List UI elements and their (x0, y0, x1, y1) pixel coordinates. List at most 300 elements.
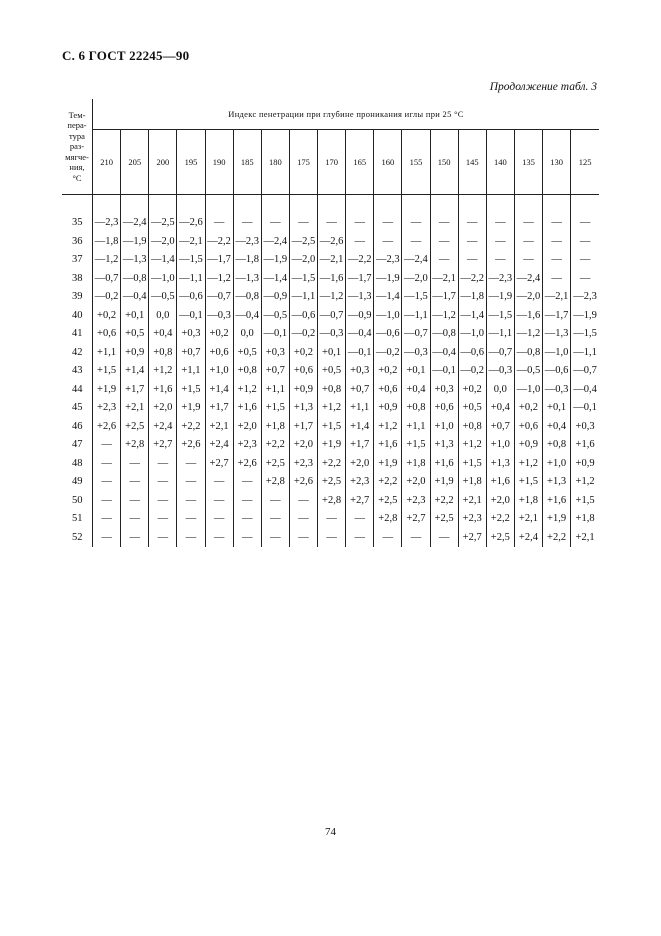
index-value-cell: 0,0 (486, 380, 514, 399)
index-value-cell: — (205, 214, 233, 233)
index-value-cell: —0,7 (205, 288, 233, 307)
temperature-cell: 49 (62, 473, 93, 492)
index-value-cell: — (543, 232, 571, 251)
index-value-cell: +1,7 (205, 399, 233, 418)
index-value-cell: +1,2 (514, 454, 542, 473)
index-value-cell: +0,9 (575, 457, 595, 469)
temperature-cell: 39 (62, 288, 93, 307)
index-value-cell: +1,5 (177, 380, 205, 399)
penetration-index-group-header: Индекс пенетрации при глубине проникания иглы при 25 °С (93, 99, 600, 130)
index-value-cell: —0,6 (543, 362, 571, 381)
depth-column-header: 150 (430, 130, 458, 195)
index-value-cell: +1,0 (430, 417, 458, 436)
index-value-cell: — (149, 491, 177, 510)
index-value-cell: —1,9 (573, 309, 597, 321)
index-value-cell: —0,8 (430, 325, 458, 344)
index-value-cell: — (177, 528, 205, 547)
spacer-cell (121, 195, 149, 214)
index-value-cell: +2,6 (177, 436, 205, 455)
index-value-cell: +0,9 (289, 380, 317, 399)
temperature-cell: 52 (62, 528, 93, 547)
index-value-cell: +1,9 (93, 380, 121, 399)
index-value-cell: — (458, 214, 486, 233)
index-value-cell: — (402, 214, 430, 233)
index-value-cell: +1,8 (575, 513, 595, 525)
index-value-cell: — (261, 214, 289, 233)
index-value-cell: +0,6 (289, 362, 317, 381)
index-value-cell: —0,3 (205, 306, 233, 325)
index-value-cell: —0,2 (374, 343, 402, 362)
index-value-cell: +2,3 (233, 436, 261, 455)
spacer-cell (93, 195, 121, 214)
table-row (62, 473, 599, 492)
index-value-cell: +0,6 (514, 417, 542, 436)
index-value-cell: — (93, 436, 121, 455)
index-value-cell: +0,2 (514, 399, 542, 418)
index-value-cell: +1,9 (318, 436, 346, 455)
index-value-cell: — (430, 214, 458, 233)
index-value-cell: — (93, 528, 121, 547)
temperature-cell: 38 (62, 269, 93, 288)
index-value-cell: +0,6 (374, 380, 402, 399)
index-value-cell: +0,3 (575, 420, 595, 432)
index-value-cell: —1,9 (486, 288, 514, 307)
index-value-cell: +2,6 (289, 473, 317, 492)
index-value-cell: +0,2 (93, 306, 121, 325)
index-value-cell: +1,2 (458, 436, 486, 455)
temperature-cell: 42 (62, 343, 93, 362)
index-value-cell: — (318, 528, 346, 547)
index-value-cell: +2,6 (233, 454, 261, 473)
table-row (62, 510, 599, 529)
index-value-cell: +2,0 (149, 399, 177, 418)
index-value-cell: —0,7 (318, 306, 346, 325)
index-value-cell: +2,6 (93, 417, 121, 436)
table-row (62, 454, 599, 473)
index-value-cell: +2,3 (458, 510, 486, 529)
index-value-cell: +1,2 (374, 417, 402, 436)
index-value-cell: — (374, 528, 402, 547)
index-value-cell: +0,8 (149, 343, 177, 362)
table-row (62, 214, 599, 233)
index-value-cell: +2,5 (486, 528, 514, 547)
index-value-cell: +1,0 (543, 454, 571, 473)
temperature-cell: 35 (62, 214, 93, 233)
index-value-cell: — (402, 232, 430, 251)
index-value-cell: — (93, 454, 121, 473)
spacer-cell (149, 195, 177, 214)
index-value-cell: +2,0 (346, 454, 374, 473)
depth-column-header: 135 (514, 130, 542, 195)
index-value-cell: —1,2 (514, 325, 542, 344)
index-value-cell: — (261, 510, 289, 529)
index-value-cell: —1,9 (261, 251, 289, 270)
index-value-cell: —1,8 (458, 288, 486, 307)
index-value-cell: +1,2 (149, 362, 177, 381)
temperature-cell: 41 (62, 325, 93, 344)
index-value-cell: —1,0 (149, 269, 177, 288)
depth-column-header: 165 (346, 130, 374, 195)
index-value-cell: —0,3 (486, 362, 514, 381)
index-value-cell: +2,8 (318, 491, 346, 510)
index-value-cell: +1,0 (205, 362, 233, 381)
index-value-cell: — (458, 251, 486, 270)
index-value-cell: — (430, 251, 458, 270)
index-value-cell: — (402, 528, 430, 547)
index-value-cell: +2,8 (121, 436, 149, 455)
spacer-cell (346, 195, 374, 214)
index-value-cell: +0,9 (121, 343, 149, 362)
index-value-cell: +0,1 (543, 399, 571, 418)
index-value-cell: — (430, 232, 458, 251)
index-value-cell: —0,1 (346, 343, 374, 362)
index-value-cell: —2,4 (121, 214, 149, 233)
spacer-cell (374, 195, 402, 214)
index-value-cell: +0,2 (289, 343, 317, 362)
spacer-cell (177, 195, 205, 214)
index-value-cell: — (121, 473, 149, 492)
index-value-cell: —0,6 (374, 325, 402, 344)
index-value-cell: —2,3 (374, 251, 402, 270)
temperature-cell: 47 (62, 436, 93, 455)
table-row (62, 362, 599, 381)
index-value-cell: — (579, 254, 591, 266)
index-value-cell: —2,4 (402, 251, 430, 270)
depth-column-header: 160 (374, 130, 402, 195)
temperature-cell: 43 (62, 362, 93, 381)
index-value-cell: +1,6 (374, 436, 402, 455)
index-value-cell: —1,7 (430, 288, 458, 307)
index-value-cell: —0,8 (121, 269, 149, 288)
index-value-cell: —2,4 (261, 232, 289, 251)
index-value-cell: +0,5 (318, 362, 346, 381)
table-row (62, 436, 599, 455)
index-value-cell: +1,1 (177, 362, 205, 381)
index-value-cell: —2,4 (514, 269, 542, 288)
index-value-cell: —1,4 (149, 251, 177, 270)
index-value-cell: — (543, 251, 571, 270)
index-value-cell: —2,2 (458, 269, 486, 288)
index-value-cell: — (121, 510, 149, 529)
index-value-cell: — (289, 510, 317, 529)
index-value-cell: +1,2 (318, 399, 346, 418)
depth-column-header: 190 (205, 130, 233, 195)
index-value-cell: — (177, 491, 205, 510)
index-value-cell: +1,8 (402, 454, 430, 473)
index-value-cell: —0,6 (289, 306, 317, 325)
index-value-cell: +2,4 (205, 436, 233, 455)
depth-column-header: 200 (149, 130, 177, 195)
table-row (62, 232, 599, 251)
index-value-cell: 0,0 (233, 325, 261, 344)
index-value-cell: +2,2 (486, 510, 514, 529)
index-value-cell: +2,1 (121, 399, 149, 418)
index-value-cell: +0,8 (233, 362, 261, 381)
document-header: С. 6 ГОСТ 22245—90 (62, 48, 190, 63)
table-row (62, 528, 599, 547)
index-value-cell: +2,4 (149, 417, 177, 436)
index-value-cell: — (486, 214, 514, 233)
index-value-cell: — (289, 528, 317, 547)
index-value-cell: +2,2 (374, 473, 402, 492)
index-value-cell: +1,1 (402, 417, 430, 436)
depth-columns-header-row (62, 130, 599, 195)
index-value-cell: — (374, 214, 402, 233)
index-value-cell: — (289, 214, 317, 233)
index-value-cell: +1,1 (346, 399, 374, 418)
index-value-cell: —2,5 (149, 214, 177, 233)
index-value-cell: +1,7 (289, 417, 317, 436)
index-value-cell: +1,3 (543, 473, 571, 492)
depth-column-header: 205 (121, 130, 149, 195)
index-value-cell: +1,5 (93, 362, 121, 381)
index-value-cell: +2,3 (93, 399, 121, 418)
index-value-cell: — (579, 235, 591, 247)
index-value-cell: —1,5 (573, 328, 597, 340)
index-value-cell: —1,1 (573, 346, 597, 358)
index-value-cell: +1,6 (575, 439, 595, 451)
index-value-cell: — (486, 251, 514, 270)
page-number: 74 (325, 826, 336, 838)
index-value-cell: —1,0 (374, 306, 402, 325)
index-value-cell: +1,6 (149, 380, 177, 399)
spacer-cell (430, 195, 458, 214)
index-value-cell: —0,9 (346, 306, 374, 325)
index-value-cell: — (261, 528, 289, 547)
index-value-cell: —2,1 (543, 288, 571, 307)
index-value-cell: — (121, 528, 149, 547)
index-value-cell: —0,3 (318, 325, 346, 344)
index-value-cell: —0,2 (289, 325, 317, 344)
index-value-cell: +2,5 (374, 491, 402, 510)
index-value-cell: +0,3 (261, 343, 289, 362)
index-value-cell: —0,7 (573, 365, 597, 377)
index-value-cell: +2,5 (261, 454, 289, 473)
index-value-cell: +2,7 (402, 510, 430, 529)
index-value-cell: +2,4 (514, 528, 542, 547)
index-value-cell: —0,2 (93, 288, 121, 307)
spacer-cell (458, 195, 486, 214)
index-value-cell: — (318, 214, 346, 233)
index-value-cell: —1,4 (261, 269, 289, 288)
temperature-cell: 51 (62, 510, 93, 529)
index-value-cell: —0,5 (514, 362, 542, 381)
index-value-cell: —0,4 (430, 343, 458, 362)
index-value-cell: —1,0 (514, 380, 542, 399)
index-value-cell: +2,1 (575, 531, 595, 543)
index-value-cell: +1,7 (121, 380, 149, 399)
index-value-cell: +2,2 (430, 491, 458, 510)
index-value-cell: —0,3 (543, 380, 571, 399)
index-value-cell: +1,5 (318, 417, 346, 436)
index-value-cell: —1,1 (486, 325, 514, 344)
index-value-cell: —2,6 (318, 232, 346, 251)
index-value-cell: —1,9 (121, 232, 149, 251)
index-value-cell: —1,5 (486, 306, 514, 325)
index-value-cell: — (233, 214, 261, 233)
index-value-cell: — (543, 214, 571, 233)
index-value-cell: +0,4 (149, 325, 177, 344)
index-value-cell: +1,6 (430, 454, 458, 473)
index-value-cell: — (233, 491, 261, 510)
index-value-cell: +0,4 (402, 380, 430, 399)
index-value-cell: +2,0 (486, 491, 514, 510)
index-value-cell: —1,8 (93, 232, 121, 251)
index-value-cell: +0,5 (121, 325, 149, 344)
index-value-cell: +0,3 (177, 325, 205, 344)
index-value-cell: — (514, 232, 542, 251)
index-value-cell: —1,5 (289, 269, 317, 288)
index-value-cell: —1,3 (121, 251, 149, 270)
spacer-cell (514, 195, 542, 214)
index-value-cell: —2,3 (93, 214, 121, 233)
index-value-cell: — (374, 232, 402, 251)
index-value-cell: —2,1 (177, 232, 205, 251)
table-row (62, 491, 599, 510)
spacer-cell (289, 195, 317, 214)
index-value-cell: —2,3 (233, 232, 261, 251)
index-value-cell: — (93, 491, 121, 510)
index-value-cell: +1,5 (402, 436, 430, 455)
temperature-cell: 45 (62, 399, 93, 418)
index-value-cell: +1,4 (205, 380, 233, 399)
index-value-cell: —1,5 (402, 288, 430, 307)
index-value-cell: —0,7 (93, 269, 121, 288)
index-value-cell: —0,1 (573, 402, 597, 414)
index-value-cell: +0,7 (346, 380, 374, 399)
temperature-cell: 40 (62, 306, 93, 325)
temperature-cell: 48 (62, 454, 93, 473)
index-value-cell: +2,0 (402, 473, 430, 492)
index-value-cell: +1,8 (458, 473, 486, 492)
index-value-cell: — (233, 528, 261, 547)
depth-column-header: 170 (318, 130, 346, 195)
index-value-cell: — (514, 214, 542, 233)
index-value-cell: +2,2 (261, 436, 289, 455)
index-value-cell: +0,7 (486, 417, 514, 436)
index-value-cell: —2,1 (430, 269, 458, 288)
depth-column-header: 185 (233, 130, 261, 195)
index-value-cell: —1,2 (93, 251, 121, 270)
index-value-cell: +1,5 (458, 454, 486, 473)
index-value-cell: —1,2 (430, 306, 458, 325)
index-value-cell: +2,0 (289, 436, 317, 455)
spacer-cell (402, 195, 430, 214)
table-row (62, 325, 599, 344)
index-value-cell: +0,2 (205, 325, 233, 344)
spacer-cell (205, 195, 233, 214)
index-value-cell: +2,7 (346, 491, 374, 510)
index-value-cell: —0,6 (458, 343, 486, 362)
index-value-cell: +1,6 (486, 473, 514, 492)
index-value-cell: — (430, 528, 458, 547)
index-value-cell: +1,3 (289, 399, 317, 418)
spacer-cell (62, 195, 93, 214)
index-value-cell: — (205, 528, 233, 547)
spacer-cell (318, 195, 346, 214)
index-value-cell: —1,1 (289, 288, 317, 307)
index-value-cell: +1,8 (261, 417, 289, 436)
index-value-cell: —0,4 (346, 325, 374, 344)
index-value-cell: — (205, 473, 233, 492)
index-value-cell: +0,3 (346, 362, 374, 381)
index-value-cell: +1,9 (374, 454, 402, 473)
index-value-cell: +2,7 (149, 436, 177, 455)
temperature-cell: 50 (62, 491, 93, 510)
depth-column-header: 155 (402, 130, 430, 195)
spacer-cell (571, 195, 599, 214)
index-value-cell: — (149, 473, 177, 492)
index-value-cell: —0,7 (486, 343, 514, 362)
index-value-cell: +1,4 (346, 417, 374, 436)
spacer-cell (233, 195, 261, 214)
index-value-cell: — (261, 491, 289, 510)
index-value-cell: — (233, 510, 261, 529)
table-row (62, 306, 599, 325)
index-value-cell: —1,7 (543, 306, 571, 325)
index-value-cell: —1,8 (233, 251, 261, 270)
index-value-cell: 0,0 (149, 306, 177, 325)
table-row (62, 343, 599, 362)
index-value-cell: +2,7 (458, 528, 486, 547)
index-value-cell: +2,7 (205, 454, 233, 473)
index-value-cell: —1,2 (318, 288, 346, 307)
index-value-cell: +2,8 (261, 473, 289, 492)
table-continuation-note: Продолжение табл. 3 (489, 81, 597, 93)
temperature-header-label: Тем- пера- тура раз- мягче- ния, °С (65, 109, 89, 183)
index-value-cell: — (346, 214, 374, 233)
index-value-cell: —2,2 (205, 232, 233, 251)
index-value-cell: +1,3 (486, 454, 514, 473)
index-value-cell: +2,1 (458, 491, 486, 510)
index-value-cell: +1,3 (430, 436, 458, 455)
index-value-cell: — (346, 510, 374, 529)
index-value-cell: +1,7 (346, 436, 374, 455)
index-value-cell: +0,4 (543, 417, 571, 436)
index-value-cell: +2,0 (233, 417, 261, 436)
index-value-cell: +2,1 (514, 510, 542, 529)
index-value-cell: +0,1 (121, 306, 149, 325)
index-value-cell: — (486, 232, 514, 251)
index-value-cell: —2,6 (177, 214, 205, 233)
index-value-cell: +0,8 (402, 399, 430, 418)
index-value-cell: —2,5 (289, 232, 317, 251)
depth-column-header: 130 (543, 130, 571, 195)
index-value-cell: +0,6 (430, 399, 458, 418)
spacer-cell (486, 195, 514, 214)
index-value-cell: —2,3 (573, 291, 597, 303)
index-value-cell: +0,9 (374, 399, 402, 418)
index-value-cell: +2,5 (121, 417, 149, 436)
table-spacer-row (62, 195, 599, 214)
index-value-cell: +0,9 (514, 436, 542, 455)
index-value-cell: —1,0 (458, 325, 486, 344)
depth-column-header: 175 (289, 130, 317, 195)
index-value-cell: +0,2 (374, 362, 402, 381)
index-value-cell: —0,3 (402, 343, 430, 362)
index-value-cell: —1,0 (543, 343, 571, 362)
depth-column-header: 195 (177, 130, 205, 195)
index-value-cell: +1,2 (233, 380, 261, 399)
index-value-cell: —0,9 (261, 288, 289, 307)
index-value-cell: +0,8 (318, 380, 346, 399)
index-value-cell: +1,8 (514, 491, 542, 510)
penetration-index-table (62, 99, 599, 547)
depth-column-header: 180 (261, 130, 289, 195)
index-value-cell: —0,4 (573, 383, 597, 395)
index-value-cell: —2,0 (149, 232, 177, 251)
index-value-cell: +2,8 (374, 510, 402, 529)
